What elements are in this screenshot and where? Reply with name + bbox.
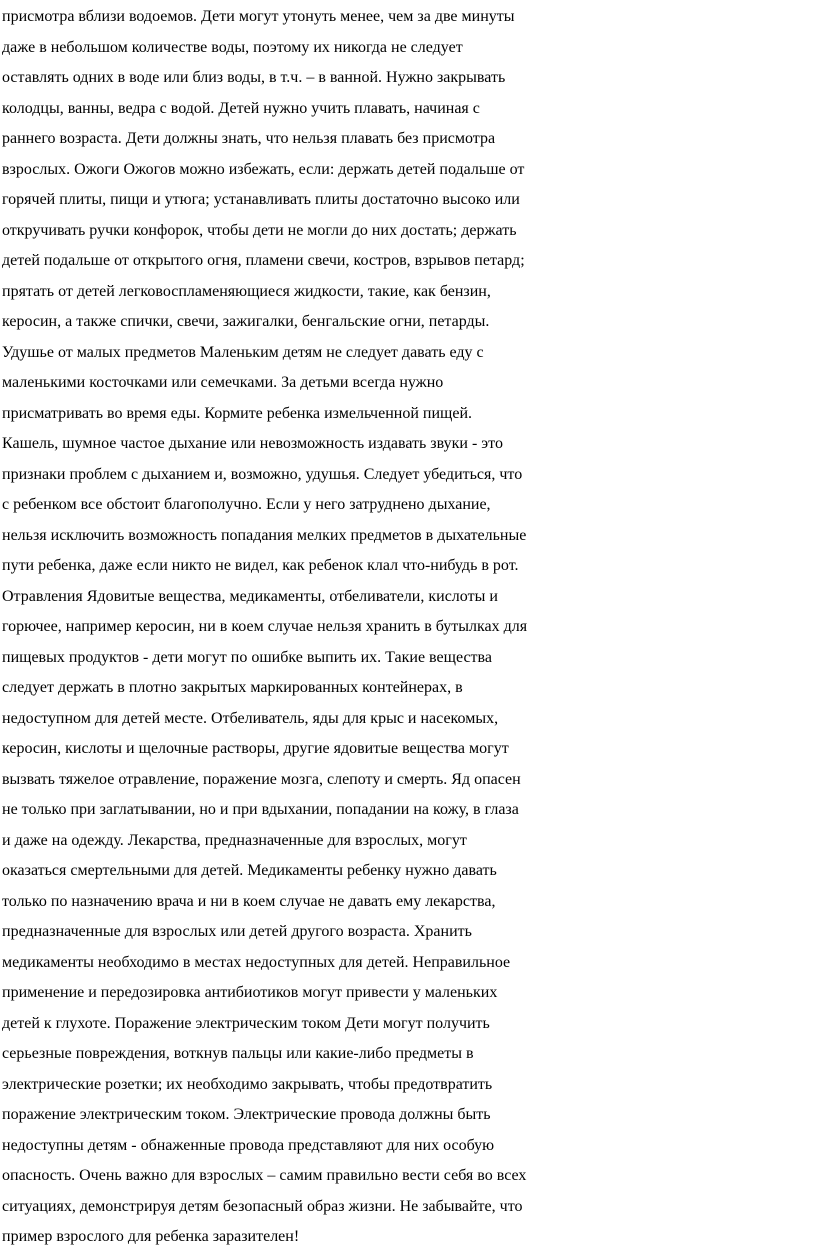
- text-line: взрослых. Ожоги Ожогов можно избежать, если: держать детей подальше от: [2, 160, 525, 178]
- text-line: горючее, например керосин, ни в коем случае нельзя хранить в бутылках для: [2, 618, 528, 635]
- text-line: электрические розетки; их необходимо закрывать, чтобы предотвратить: [2, 1075, 493, 1093]
- text-line: ситуациях, демонстрируя детям безопасный образ жизни. Не забывайте, что: [2, 1197, 523, 1215]
- text-line: с ребенком все обстоит благополучно. Если у него затруднено дыхание,: [2, 496, 491, 513]
- text-line: керосин, кислоты и щелочные растворы, другие ядовитые вещества могут: [2, 740, 509, 757]
- text-line: Удушье от малых предметов Маленьким детям не следует давать еду с: [2, 343, 484, 361]
- text-line: прятать от детей легковоспламеняющиеся жидкости, такие, как бензин,: [2, 282, 491, 300]
- text-line: откручивать ручки конфорок, чтобы дети не могли до них достать; держать: [2, 221, 517, 239]
- text-line: нельзя исключить возможность попадания мелких предметов в дыхательные: [2, 526, 527, 544]
- text-line: пример взрослого для ребенка заразителен!: [2, 1228, 300, 1245]
- text-line: только по назначению врача и ни в коем случае не давать ему лекарства,: [2, 892, 496, 910]
- text-line: не только при заглатывании, но и при вдыхании, попадании на кожу, в глаза: [2, 801, 519, 818]
- text-line: серьезные повреждения, воткнув пальцы или какие-либо предметы в: [2, 1045, 474, 1062]
- text-line: недоступны детям - обнаженные провода представляют для них особую: [2, 1136, 495, 1154]
- text-line: маленькими косточками или семечками. За детьми всегда нужно: [2, 374, 444, 391]
- text-line: вызвать тяжелое отравление, поражение мозга, слепоту и смерть. Яд опасен: [2, 770, 521, 788]
- text-line: признаки проблем с дыханием и, возможно, удушья. Следует убедиться, что: [2, 465, 523, 483]
- text-line: детей подальше от открытого огня, пламени свечи, костров, взрывов петард;: [2, 252, 525, 269]
- text-line: недоступном для детей месте. Отбеливатель, яды для крыс и насекомых,: [2, 709, 499, 727]
- text-line: присматривать во время еды. Кормите ребенка измельченной пищей.: [2, 404, 472, 422]
- text-line: горячей плиты, пищи и утюга; устанавливать плиты достаточно высоко или: [2, 191, 520, 208]
- text-line: применение и передозировка антибиотиков могут привести у маленьких: [2, 984, 498, 1001]
- text-line: оставлять одних в воде или близ воды, в т.ч. – в ванной. Нужно закрывать: [2, 69, 506, 86]
- text-line: следует держать в плотно закрытых маркированных контейнерах, в: [2, 679, 463, 696]
- text-line: пищевых продуктов - дети могут по ошибке выпить их. Такие вещества: [2, 648, 492, 666]
- text-line: Кашель, шумное частое дыхание или невозможность издавать звуки - это: [2, 435, 503, 452]
- text-line: предназначенные для взрослых или детей другого возраста. Хранить: [2, 923, 472, 940]
- text-line: медикаменты необходимо в местах недоступных для детей. Неправильное: [2, 953, 511, 971]
- text-line: присмотра вблизи водоемов. Дети могут утонуть менее, чем за две минуты: [2, 8, 515, 25]
- text-line: поражение электрическим током. Электрические провода должны быть: [2, 1106, 491, 1123]
- text-line: даже в небольшом количестве воды, поэтому их никогда не следует: [2, 38, 463, 56]
- text-line: оказаться смертельными для детей. Медикаменты ребенку нужно давать: [2, 862, 497, 879]
- text-line: и даже на одежду. Лекарства, предназначенные для взрослых, могут: [2, 831, 467, 849]
- text-line: пути ребенка, даже если никто не видел, как ребенок клал что-нибудь в рот.: [2, 557, 519, 574]
- text-line: Отравления Ядовитые вещества, медикаменты, отбеливатели, кислоты и: [2, 587, 498, 605]
- text-line: раннего возраста. Дети должны знать, что нельзя плавать без присмотра: [2, 130, 496, 147]
- text-line: опасность. Очень важно для взрослых – самим правильно вести себя во всех: [2, 1167, 527, 1184]
- text-line: керосин, а также спички, свечи, зажигалки, бенгальские огни, петарды.: [2, 313, 490, 330]
- text-line: колодцы, ванны, ведра с водой. Детей нужно учить плавать, начиная с: [2, 99, 480, 117]
- text-line: детей к глухоте. Поражение электрическим током Дети могут получить: [2, 1014, 490, 1032]
